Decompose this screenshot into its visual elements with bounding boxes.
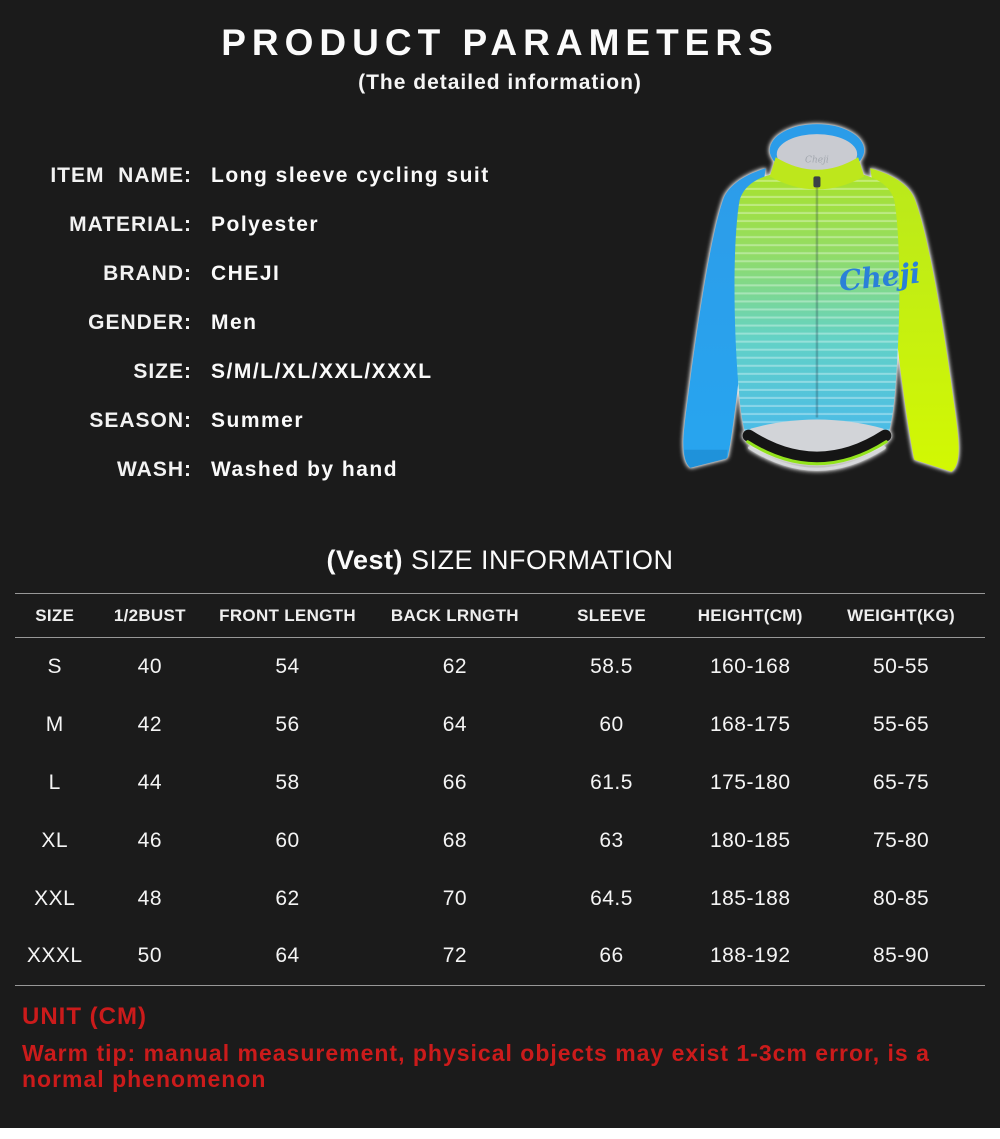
size-table-cell: 188-192 (709, 944, 791, 968)
jersey-left-cuff (684, 450, 727, 468)
size-table-cell: 50 (137, 944, 162, 968)
size-table-cell: 55-65 (872, 712, 930, 736)
size-info-title-prefix: (Vest) (326, 545, 403, 575)
size-table-cell: 63 (599, 828, 624, 852)
detail-value: S/M/L/XL/XXL/XXXL (211, 359, 433, 383)
size-table-cell: 40 (137, 654, 162, 678)
size-table-cell: 64 (442, 712, 468, 736)
size-table-header-cell: SLEEVE (577, 605, 646, 625)
size-table-row (15, 812, 985, 870)
size-table-cell: 185-188 (709, 886, 791, 910)
size-table-cell: 180-185 (709, 828, 791, 852)
detail-label: GENDER: (88, 310, 192, 334)
detail-value: Summer (211, 408, 305, 432)
size-table-header-cell: WEIGHT(KG) (847, 605, 955, 625)
size-table-cell: 54 (275, 654, 300, 678)
size-table-cell: 64 (275, 944, 300, 968)
detail-label: ITEM NAME: (50, 163, 192, 187)
size-table-cell: 168-175 (709, 712, 791, 736)
detail-row-wash (0, 445, 620, 494)
bottom-white-strip (0, 1128, 1000, 1139)
size-table-header-cell: FRONT LENGTH (219, 605, 356, 625)
detail-value: Polyester (211, 212, 320, 236)
warm-tip: Warm tip: manual measurement, physical objects may exist 1-3cm error, is a normal phenomenon (22, 1040, 930, 1092)
size-table-header-cell: SIZE (35, 605, 75, 625)
size-table-cell: 72 (442, 944, 468, 968)
page-title: PRODUCT PARAMETERS (221, 22, 779, 63)
size-info-title-rest: SIZE INFORMATION (411, 545, 674, 575)
size-table-cell: 60 (275, 828, 300, 852)
detail-value: Washed by hand (211, 457, 399, 481)
size-table-row (15, 928, 985, 986)
page-subtitle: (The detailed information) (358, 71, 642, 94)
product-details (0, 151, 620, 494)
size-table-row (15, 696, 985, 754)
size-table-cell: 56 (275, 712, 300, 736)
detail-label: SEASON: (89, 408, 192, 432)
size-table-cell: 80-85 (872, 886, 930, 910)
jersey-zipper-pull (813, 176, 820, 187)
size-table-cell: 175-180 (709, 770, 791, 794)
size-table-cell: 66 (599, 944, 624, 968)
product-photo-cycling-jersey (653, 110, 1000, 512)
size-table-cell: 66 (442, 770, 468, 794)
size-table-header-row (15, 594, 985, 638)
size-table-cell: L (48, 770, 61, 794)
size-table-cell: 48 (137, 886, 162, 910)
detail-value: CHEJI (211, 261, 281, 285)
size-table-cell: 65-75 (872, 770, 930, 794)
size-table-cell: S (47, 654, 63, 678)
detail-row-item-name (0, 151, 620, 200)
size-table-row (15, 638, 985, 696)
detail-row-season (0, 396, 620, 445)
detail-label: SIZE: (133, 359, 192, 383)
size-table-cell: 60 (599, 712, 624, 736)
detail-value: Men (211, 310, 258, 334)
size-table-cell: XXXL (26, 944, 83, 968)
size-table-cell: 64.5 (590, 886, 633, 910)
size-table-cell: XXL (34, 886, 76, 910)
detail-label: BRAND: (103, 261, 192, 285)
detail-row-size (0, 347, 620, 396)
size-table-cell: XL (41, 828, 69, 852)
size-table-cell: 50-55 (872, 654, 930, 678)
size-table-row (15, 754, 985, 812)
size-table-cell: 46 (137, 828, 162, 852)
size-table-body (15, 638, 985, 986)
jersey-brand-logo: Cheji (837, 256, 922, 298)
detail-label: WASH: (117, 457, 192, 481)
size-table-cell: 62 (275, 886, 300, 910)
detail-row-material (0, 200, 620, 249)
size-table-row (15, 870, 985, 928)
detail-row-gender (0, 298, 620, 347)
size-table (15, 593, 985, 986)
size-info-title (0, 545, 1000, 576)
size-table-cell: 62 (442, 654, 468, 678)
collar-brand-text: Cheji (805, 155, 829, 166)
size-table-cell: M (45, 712, 64, 736)
size-table-header-cell: 1/2BUST (113, 605, 186, 625)
size-table-cell: 61.5 (590, 770, 633, 794)
detail-row-brand (0, 249, 620, 298)
size-table-cell: 58 (275, 770, 300, 794)
size-table-cell: 75-80 (872, 828, 930, 852)
detail-value: Long sleeve cycling suit (211, 163, 490, 187)
size-table-header-cell: BACK LRNGTH (390, 605, 519, 625)
size-table-cell: 160-168 (709, 654, 791, 678)
size-table-cell: 68 (442, 828, 468, 852)
size-table-cell: 70 (442, 886, 468, 910)
detail-label: MATERIAL: (69, 212, 192, 236)
size-table-cell: 42 (137, 712, 162, 736)
size-table-cell: 44 (137, 770, 162, 794)
unit-note: UNIT (CM) (22, 1003, 147, 1030)
size-table-cell: 58.5 (590, 654, 633, 678)
size-table-header-cell: HEIGHT(CM) (697, 605, 803, 625)
size-table-cell: 85-90 (872, 944, 930, 968)
